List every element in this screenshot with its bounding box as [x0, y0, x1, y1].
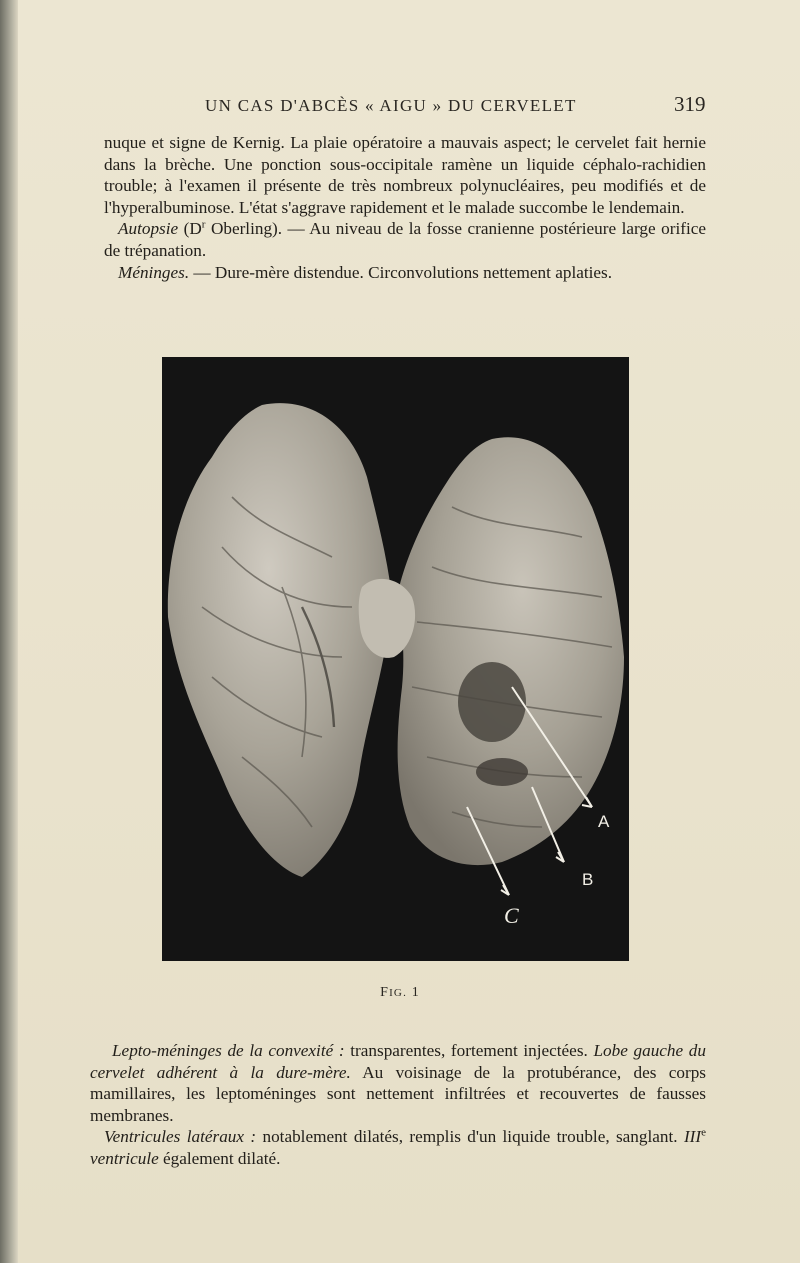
paragraph-autopsy — [104, 218, 706, 261]
text-run: Autopsie — [118, 219, 179, 239]
text-run: (D — [178, 219, 202, 239]
figure-caption: FIG. 1 — [380, 985, 420, 1000]
text-run: notablement dilatés, remplis d'un liquide trouble, sanglant. — [256, 1127, 684, 1147]
label-b: B — [582, 870, 594, 889]
label-a: A — [598, 812, 610, 831]
text-run: Méninges. — [118, 262, 190, 282]
text-run: Ventricules latéraux : — [104, 1127, 257, 1147]
text-run: III — [683, 1127, 702, 1147]
text-run: également dilaté. — [158, 1148, 281, 1168]
paragraph-leptomeninges — [90, 1040, 706, 1126]
page-edge-shadow — [0, 0, 18, 1263]
abscess-zone — [458, 662, 526, 742]
running-header — [0, 92, 800, 122]
paragraph-ventricles — [90, 1126, 706, 1169]
text-run: nuque et signe de Kernig. La plaie opératoire a mauvais aspect; le cervelet fait hernie dans la brèche. Une ponction sous-occipitale ramène un liquide céphalo-rachidien trouble; à l'examen il présente de très nombreux polynucléaires, peu modifiés et de l'hyperalbuminose. L'état s'aggrave rapidement et le malade succombe le lendemain. — [104, 133, 706, 217]
cerebellum-photo-illustration — [162, 357, 629, 961]
running-title: UN CAS D'ABCÈS « AIGU » DU CERVELET — [205, 96, 577, 115]
autopsy-photograph — [162, 357, 629, 961]
paragraph-meninges — [104, 262, 706, 284]
text-run: transparentes, fortement injectées. — [344, 1041, 594, 1060]
text-run: Lepto-méninges de la convexité : — [112, 1041, 345, 1060]
text-run: ventricule — [90, 1148, 159, 1168]
text-run: Au voisinage de la protubérance, des corps mamillaires, les leptoméninges sont nettement infiltrées et recouvertes de fausses membranes. — [90, 1062, 706, 1125]
text-run: e — [701, 1126, 707, 1139]
paragraph-case-description — [104, 132, 706, 218]
text-run: Lobe gauche du cervelet adhérent à la dure-mère. — [90, 1041, 706, 1082]
text-run: r — [201, 218, 206, 231]
text-run: Oberling). — Au niveau de la fosse cranienne postérieure large orifice de trépanation. — [104, 219, 706, 260]
label-c: C — [504, 903, 519, 928]
text-run: — Dure-mère distendue. Circonvolutions nettement aplaties. — [189, 262, 613, 282]
text-block-top — [104, 132, 706, 283]
text-block-bottom — [90, 1040, 706, 1170]
page-number: 319 — [674, 92, 706, 116]
